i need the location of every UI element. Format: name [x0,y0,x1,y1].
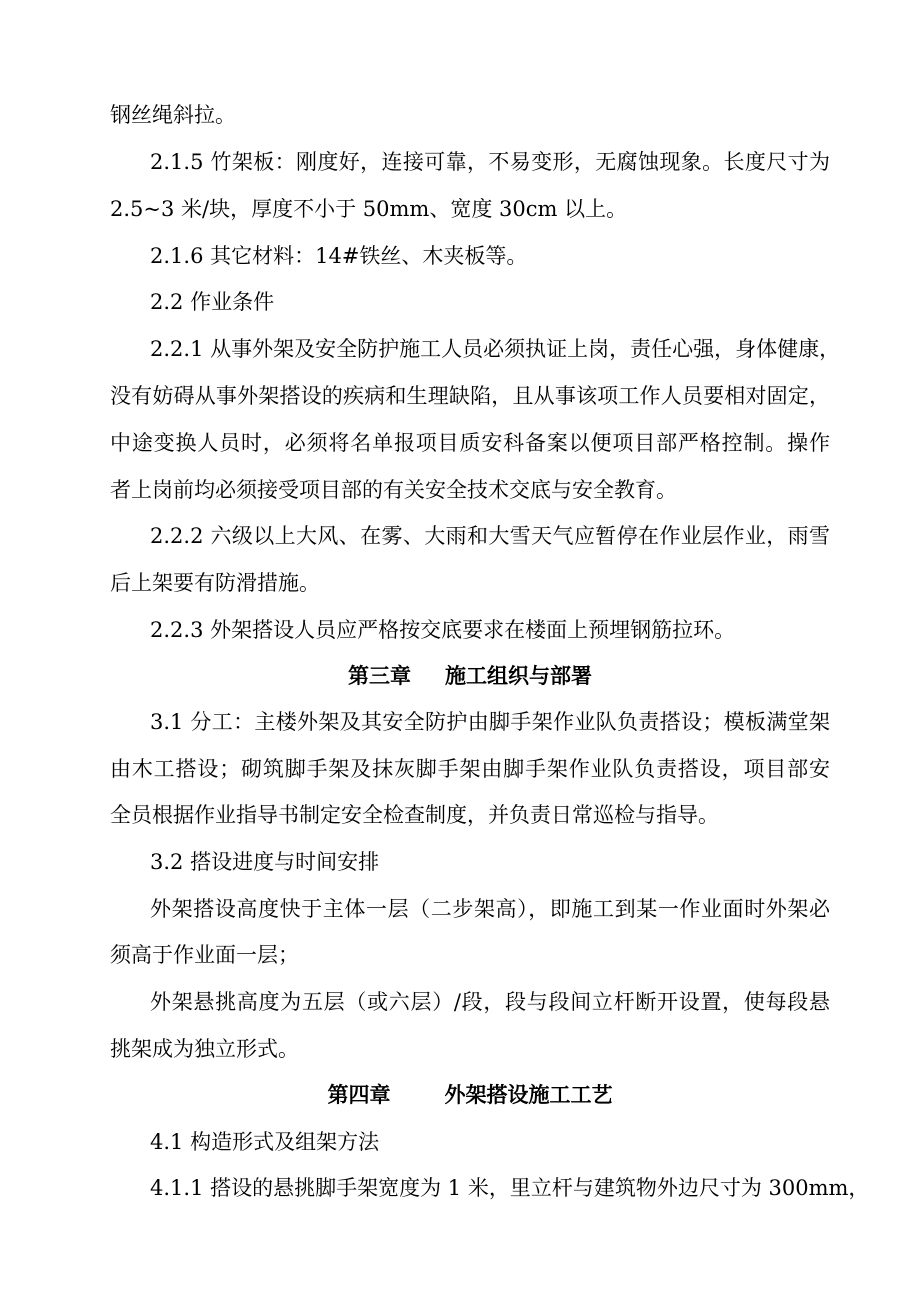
chapter-3-heading [110,661,830,691]
text-line: 2.2.2 六级以上大风、在雾、大雨和大雪天气应暂停在作业层作业，雨雪 [150,524,830,548]
chapter-number: 第四章 [327,1082,391,1107]
chapter-title: 外架搭设施工工艺 [444,1082,613,1107]
text-line: 2.1.6 其它材料：14#铁丝、木夹板等。 [150,244,528,268]
text-line: 2.1.5 竹架板：刚度好，连接可靠，不易变形，无腐蚀现象。长度尺寸为 [150,150,830,174]
text-line: 没有妨碍从事外架搭设的疾病和生理缺陷，且从事该项工作人员要相对固定， [110,384,830,408]
text-line: 中途变换人员时，必须将名单报项目质安科备案以便项目部严格控制。操作 [110,431,830,455]
text-line: 后上架要有防滑措施。 [110,571,320,595]
section-heading: 3.2 搭设进度与时间安排 [150,850,380,874]
text-line: 2.2.3 外架搭设人员应严格按交底要求在楼面上预埋钢筋拉环。 [150,618,736,642]
chapter-title: 施工组织与部署 [445,663,592,688]
section-heading: 2.2 作业条件 [150,290,275,314]
section-heading: 4.1 构造形式及组架方法 [150,1130,380,1154]
text-line: 钢丝绳斜拉。 [110,103,236,127]
text-line: 由木工搭设；砌筑脚手架及抹灰脚手架由脚手架作业队负责搭设，项目部安 [110,757,830,781]
text-line: 者上岗前均必须接受项目部的有关安全技术交底与安全教育。 [110,478,677,502]
text-line: 2.5~3 米/块，厚度不小于 50mm、宽度 30cm 以上。 [110,197,628,221]
text-line: 3.1 分工：主楼外架及其安全防护由脚手架作业队负责搭设；模板满堂架 [150,710,830,734]
text-line: 须高于作业面一层； [110,943,299,967]
text-line: 全员根据作业指导书制定安全检查制度，并负责日常巡检与指导。 [110,803,719,827]
chapter-4-heading [110,1080,830,1110]
text-line: 4.1.1 搭设的悬挑脚手架宽度为 1 米，里立杆与建筑物外边尺寸为 300mm， [150,1176,870,1200]
text-line: 挑架成为独立形式。 [110,1037,299,1061]
text-line: 外架搭设高度快于主体一层（二步架高），即施工到某一作业面时外架必 [150,897,830,921]
text-line: 外架悬挑高度为五层（或六层）/段，段与段间立杆断开设置，使每段悬 [150,990,830,1014]
text-line: 2.2.1 从事外架及安全防护施工人员必须执证上岗，责任心强，身体健康， [150,337,841,361]
chapter-number: 第三章 [348,663,411,688]
